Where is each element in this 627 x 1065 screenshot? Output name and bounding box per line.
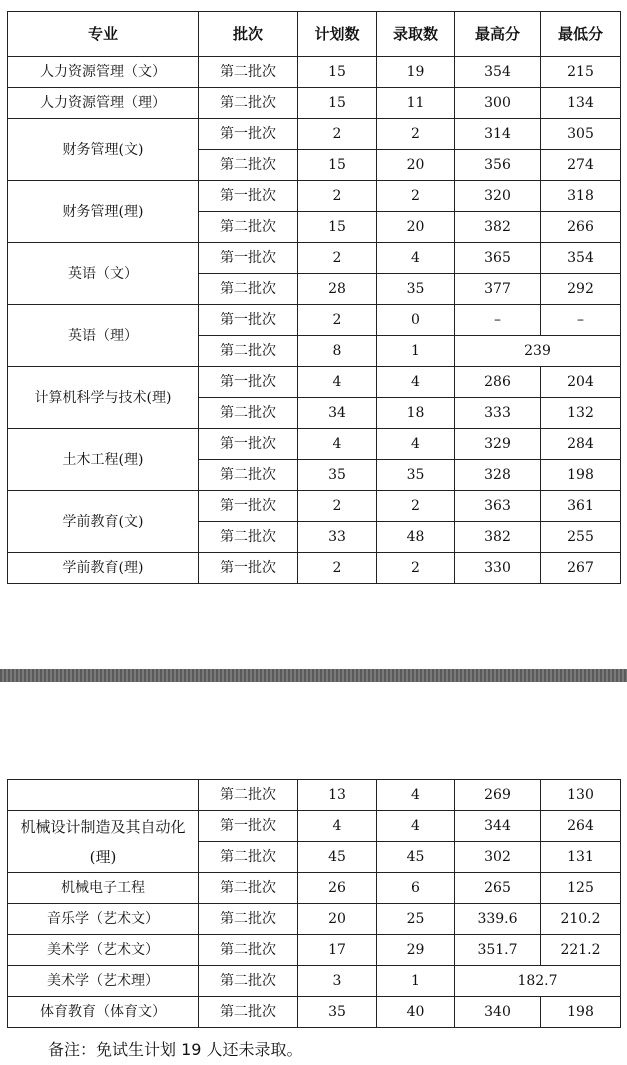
min-cell: 198: [541, 460, 621, 491]
max-cell: 377: [455, 274, 541, 305]
admitted-cell: 11: [377, 88, 455, 119]
batch-cell: 第一批次: [199, 367, 298, 398]
min-cell: 215: [541, 57, 621, 88]
header-batch: 批次: [199, 12, 298, 57]
table-row: [8, 367, 621, 398]
batch-cell: 第二批次: [199, 873, 298, 904]
admitted-cell: 4: [377, 429, 455, 460]
plan-cell: 15: [298, 150, 377, 181]
plan-cell: 4: [298, 429, 377, 460]
min-cell: 130: [541, 780, 621, 811]
min-cell: 305: [541, 119, 621, 150]
table-row: [8, 429, 621, 460]
table-row: [8, 243, 621, 274]
max-cell: 382: [455, 522, 541, 553]
min-cell: 292: [541, 274, 621, 305]
admitted-cell: 35: [377, 274, 455, 305]
max-cell: 354: [455, 57, 541, 88]
table-row: [8, 935, 621, 966]
admitted-cell: 18: [377, 398, 455, 429]
admitted-cell: 2: [377, 119, 455, 150]
batch-cell: 第一批次: [199, 429, 298, 460]
min-cell: 204: [541, 367, 621, 398]
admitted-cell: 2: [377, 553, 455, 584]
min-cell: 274: [541, 150, 621, 181]
max-cell: 269: [455, 780, 541, 811]
plan-cell: 2: [298, 119, 377, 150]
min-cell: –: [541, 305, 621, 336]
admitted-cell: 4: [377, 780, 455, 811]
min-cell: 266: [541, 212, 621, 243]
admitted-cell: 4: [377, 811, 455, 842]
major-cell: 机械设计制造及其自动化(理): [8, 811, 199, 873]
batch-cell: 第二批次: [199, 57, 298, 88]
batch-cell: 第一批次: [199, 491, 298, 522]
major-cell: 美术学（艺术理）: [8, 966, 199, 997]
max-cell: 351.7: [455, 935, 541, 966]
major-cell: 体育教育（体育文）: [8, 997, 199, 1028]
plan-cell: 35: [298, 460, 377, 491]
plan-cell: 15: [298, 57, 377, 88]
table-row: [8, 553, 621, 584]
admitted-cell: 4: [377, 243, 455, 274]
major-cell: 财务管理(文): [8, 119, 199, 181]
max-cell: 302: [455, 842, 541, 873]
batch-cell: 第一批次: [199, 119, 298, 150]
min-cell: 354: [541, 243, 621, 274]
batch-cell: 第二批次: [199, 966, 298, 997]
batch-cell: 第一批次: [199, 243, 298, 274]
batch-cell: 第二批次: [199, 522, 298, 553]
table-row: [8, 873, 621, 904]
plan-cell: 26: [298, 873, 377, 904]
batch-cell: 第二批次: [199, 274, 298, 305]
min-cell: 255: [541, 522, 621, 553]
max-cell: 340: [455, 997, 541, 1028]
max-cell: 356: [455, 150, 541, 181]
admitted-cell: 6: [377, 873, 455, 904]
min-cell: 125: [541, 873, 621, 904]
major-cell: [8, 780, 199, 811]
admitted-cell: 40: [377, 997, 455, 1028]
major-cell: 音乐学（艺术文）: [8, 904, 199, 935]
batch-cell: 第一批次: [199, 305, 298, 336]
plan-cell: 2: [298, 553, 377, 584]
table-row: [8, 119, 621, 150]
min-cell: 134: [541, 88, 621, 119]
table-row: [8, 491, 621, 522]
major-cell: 土木工程(理): [8, 429, 199, 491]
header-major: 专业: [8, 12, 199, 57]
max-cell: 328: [455, 460, 541, 491]
plan-cell: 20: [298, 904, 377, 935]
batch-cell: 第一批次: [199, 811, 298, 842]
batch-cell: 第二批次: [199, 935, 298, 966]
admitted-cell: 25: [377, 904, 455, 935]
admitted-cell: 19: [377, 57, 455, 88]
major-cell: 学前教育(理): [8, 553, 199, 584]
table-row: [8, 88, 621, 119]
min-cell: 284: [541, 429, 621, 460]
max-cell: 363: [455, 491, 541, 522]
table-row: [8, 57, 621, 88]
plan-cell: 4: [298, 811, 377, 842]
batch-cell: 第二批次: [199, 398, 298, 429]
batch-cell: 第一批次: [199, 181, 298, 212]
major-cell: 人力资源管理（文）: [8, 57, 199, 88]
major-cell: 人力资源管理（理）: [8, 88, 199, 119]
header-admitted: 录取数: [377, 12, 455, 57]
table-row: [8, 966, 621, 997]
table-row: [8, 780, 621, 811]
header-plan: 计划数: [298, 12, 377, 57]
plan-cell: 3: [298, 966, 377, 997]
admitted-cell: 20: [377, 150, 455, 181]
major-cell: 学前教育(文): [8, 491, 199, 553]
plan-cell: 17: [298, 935, 377, 966]
min-cell: 267: [541, 553, 621, 584]
max-cell: 320: [455, 181, 541, 212]
min-cell: 131: [541, 842, 621, 873]
table-row: [8, 181, 621, 212]
footnote: 备注：免试生计划 19 人还未录取。: [48, 1040, 303, 1059]
admitted-cell: 4: [377, 367, 455, 398]
min-cell: 264: [541, 811, 621, 842]
min-cell: 198: [541, 997, 621, 1028]
table-row: [8, 811, 621, 842]
plan-cell: 13: [298, 780, 377, 811]
batch-cell: 第二批次: [199, 212, 298, 243]
admitted-cell: 2: [377, 491, 455, 522]
admission-table-top: [7, 11, 621, 584]
batch-cell: 第二批次: [199, 997, 298, 1028]
admitted-cell: 45: [377, 842, 455, 873]
max-cell: 314: [455, 119, 541, 150]
page-divider: [0, 669, 627, 682]
major-cell: 机械电子工程: [8, 873, 199, 904]
plan-cell: 15: [298, 212, 377, 243]
max-cell: 333: [455, 398, 541, 429]
merged-score-cell: 182.7: [455, 966, 621, 997]
plan-cell: 4: [298, 367, 377, 398]
batch-cell: 第二批次: [199, 88, 298, 119]
admitted-cell: 20: [377, 212, 455, 243]
plan-cell: 45: [298, 842, 377, 873]
major-cell: 英语（理）: [8, 305, 199, 367]
min-cell: 361: [541, 491, 621, 522]
batch-cell: 第一批次: [199, 553, 298, 584]
admission-table-bottom: [7, 779, 621, 1028]
major-cell: 财务管理(理): [8, 181, 199, 243]
admitted-cell: 35: [377, 460, 455, 491]
plan-cell: 2: [298, 305, 377, 336]
max-cell: 344: [455, 811, 541, 842]
plan-cell: 8: [298, 336, 377, 367]
batch-cell: 第二批次: [199, 842, 298, 873]
merged-score-cell: 239: [455, 336, 621, 367]
major-cell: 计算机科学与技术(理): [8, 367, 199, 429]
table-row: [8, 305, 621, 336]
max-cell: 330: [455, 553, 541, 584]
min-cell: 221.2: [541, 935, 621, 966]
plan-cell: 2: [298, 181, 377, 212]
table-row: [8, 904, 621, 935]
batch-cell: 第二批次: [199, 904, 298, 935]
admitted-cell: 1: [377, 336, 455, 367]
plan-cell: 2: [298, 243, 377, 274]
plan-cell: 15: [298, 88, 377, 119]
admitted-cell: 29: [377, 935, 455, 966]
plan-cell: 34: [298, 398, 377, 429]
min-cell: 318: [541, 181, 621, 212]
max-cell: 286: [455, 367, 541, 398]
batch-cell: 第二批次: [199, 336, 298, 367]
batch-cell: 第二批次: [199, 780, 298, 811]
header-min-score: 最低分: [541, 12, 621, 57]
max-cell: 300: [455, 88, 541, 119]
min-cell: 210.2: [541, 904, 621, 935]
admitted-cell: 1: [377, 966, 455, 997]
major-cell: 英语（文）: [8, 243, 199, 305]
plan-cell: 28: [298, 274, 377, 305]
plan-cell: 35: [298, 997, 377, 1028]
max-cell: 339.6: [455, 904, 541, 935]
admitted-cell: 2: [377, 181, 455, 212]
max-cell: –: [455, 305, 541, 336]
admitted-cell: 48: [377, 522, 455, 553]
table-row: [8, 997, 621, 1028]
header-row: [8, 12, 621, 57]
max-cell: 365: [455, 243, 541, 274]
major-cell: 美术学（艺术文）: [8, 935, 199, 966]
max-cell: 329: [455, 429, 541, 460]
max-cell: 265: [455, 873, 541, 904]
batch-cell: 第二批次: [199, 150, 298, 181]
max-cell: 382: [455, 212, 541, 243]
plan-cell: 2: [298, 491, 377, 522]
header-max-score: 最高分: [455, 12, 541, 57]
min-cell: 132: [541, 398, 621, 429]
admitted-cell: 0: [377, 305, 455, 336]
batch-cell: 第二批次: [199, 460, 298, 491]
plan-cell: 33: [298, 522, 377, 553]
